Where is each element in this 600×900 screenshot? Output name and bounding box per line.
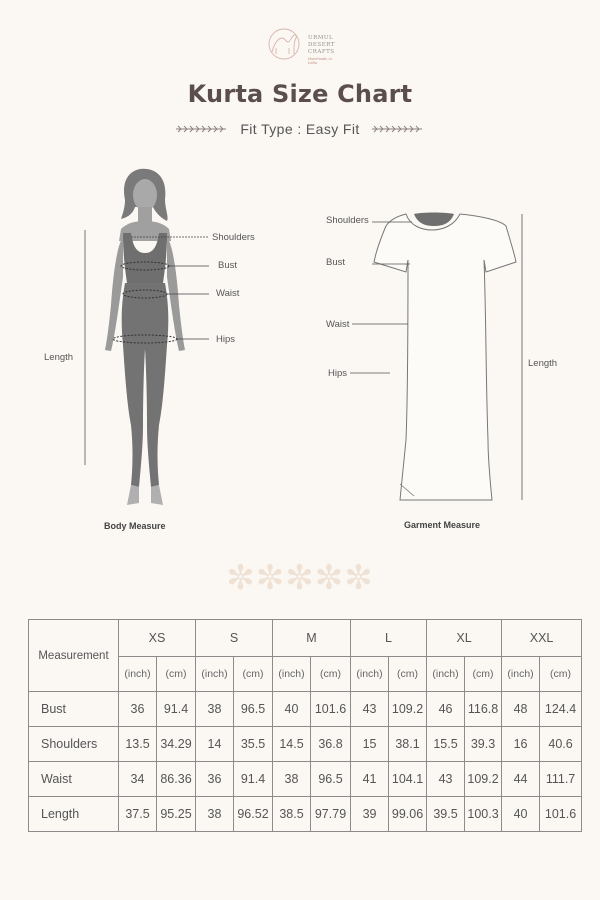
- row-label: Waist: [29, 762, 119, 797]
- table-row-bust: [29, 692, 582, 727]
- body-bust-label: Bust: [218, 260, 238, 271]
- table-cell: 40: [273, 692, 311, 727]
- garment-hips-label: Hips: [328, 368, 348, 379]
- brand-logo: [262, 26, 342, 66]
- garment-length-label: Length: [528, 358, 558, 369]
- table-cell: 14: [196, 727, 234, 762]
- row-label: Shoulders: [29, 727, 119, 762]
- table-cell: 43: [351, 692, 389, 727]
- table-cell: 46: [427, 692, 465, 727]
- size-header-row: [29, 620, 582, 657]
- table-cell: 48: [502, 692, 540, 727]
- unit-cm: (cm): [234, 657, 273, 692]
- row-label: Length: [29, 797, 119, 832]
- unit-inch: (inch): [273, 657, 311, 692]
- table-cell: 36: [119, 692, 157, 727]
- table-cell: 38: [196, 797, 234, 832]
- size-header-xl: XL: [427, 620, 502, 657]
- unit-inch: (inch): [351, 657, 389, 692]
- table-cell: 38: [273, 762, 311, 797]
- table-cell: 97.79: [311, 797, 351, 832]
- logo-line-1: URMUL: [308, 35, 334, 41]
- table-cell: 15.5: [427, 727, 465, 762]
- size-header-m: M: [273, 620, 351, 657]
- garment-kurta-illustration: [310, 200, 550, 510]
- table-cell: 109.2: [465, 762, 502, 797]
- size-chart-table: [28, 619, 582, 832]
- table-row-waist: [29, 762, 582, 797]
- table-cell: 41: [351, 762, 389, 797]
- size-header-l: L: [351, 620, 427, 657]
- body-waist-label: Waist: [216, 288, 240, 299]
- table-cell: 109.2: [389, 692, 427, 727]
- body-shoulders-label: Shoulders: [212, 232, 255, 243]
- table-cell: 40.6: [540, 727, 582, 762]
- table-cell: 91.4: [157, 692, 196, 727]
- table-cell: 104.1: [389, 762, 427, 797]
- garment-bust-label: Bust: [326, 257, 346, 268]
- table-cell: 43: [427, 762, 465, 797]
- garment-measure-caption: Garment Measure: [404, 520, 481, 530]
- size-header-s: S: [196, 620, 273, 657]
- star-divider: ✼✼✼✼✼: [226, 559, 374, 597]
- logo-line-3: CRAFTS: [308, 49, 335, 55]
- unit-inch: (inch): [196, 657, 234, 692]
- right-arrow-ornament-icon: [372, 125, 424, 133]
- table-cell: 38.1: [389, 727, 427, 762]
- fit-type-row: [0, 120, 600, 137]
- table-cell: 40: [502, 797, 540, 832]
- row-label: Bust: [29, 692, 119, 727]
- camel-logo-icon: [262, 26, 306, 62]
- garment-shoulders-label: Shoulders: [326, 215, 369, 226]
- table-cell: 116.8: [465, 692, 502, 727]
- table-cell: 36: [196, 762, 234, 797]
- garment-waist-label: Waist: [326, 319, 350, 330]
- table-cell: 100.3: [465, 797, 502, 832]
- logo-line-2: DESERT: [308, 42, 335, 48]
- size-header-xxl: XXL: [502, 620, 582, 657]
- size-header-xs: XS: [119, 620, 196, 657]
- table-cell: 95.25: [157, 797, 196, 832]
- table-cell: 34.29: [157, 727, 196, 762]
- table-row-shoulders: [29, 727, 582, 762]
- left-arrow-ornament-icon: [176, 125, 228, 133]
- table-cell: 44: [502, 762, 540, 797]
- unit-cm: (cm): [311, 657, 351, 692]
- table-cell: 96.52: [234, 797, 273, 832]
- body-hips-label: Hips: [216, 334, 236, 345]
- table-cell: 37.5: [119, 797, 157, 832]
- table-cell: 86.36: [157, 762, 196, 797]
- table-cell: 15: [351, 727, 389, 762]
- unit-cm: (cm): [157, 657, 196, 692]
- table-cell: 16: [502, 727, 540, 762]
- table-cell: 96.5: [234, 692, 273, 727]
- unit-cm: (cm): [540, 657, 582, 692]
- table-cell: 36.8: [311, 727, 351, 762]
- table-cell: 124.4: [540, 692, 582, 727]
- table-cell: 35.5: [234, 727, 273, 762]
- table-cell: 38: [196, 692, 234, 727]
- table-cell: 14.5: [273, 727, 311, 762]
- fit-type-text: Fit Type : Easy Fit: [240, 121, 360, 137]
- table-row-length: [29, 797, 582, 832]
- page-title: Kurta Size Chart: [187, 80, 413, 108]
- body-length-label: Length: [44, 352, 74, 363]
- body-measure-caption: Body Measure: [104, 521, 166, 531]
- table-cell: 111.7: [540, 762, 582, 797]
- table-cell: 34: [119, 762, 157, 797]
- unit-cm: (cm): [465, 657, 502, 692]
- table-cell: 39.5: [427, 797, 465, 832]
- table-cell: 39.3: [465, 727, 502, 762]
- unit-inch: (inch): [119, 657, 157, 692]
- table-cell: 38.5: [273, 797, 311, 832]
- table-cell: 101.6: [540, 797, 582, 832]
- unit-inch: (inch): [502, 657, 540, 692]
- table-cell: 101.6: [311, 692, 351, 727]
- unit-inch: (inch): [427, 657, 465, 692]
- logo-tagline: Handmade in India: [308, 57, 332, 65]
- unit-cm: (cm): [389, 657, 427, 692]
- table-cell: 91.4: [234, 762, 273, 797]
- table-cell: 96.5: [311, 762, 351, 797]
- table-cell: 39: [351, 797, 389, 832]
- table-cell: 99.06: [389, 797, 427, 832]
- table-cell: 13.5: [119, 727, 157, 762]
- measurement-header: Measurement: [29, 620, 119, 692]
